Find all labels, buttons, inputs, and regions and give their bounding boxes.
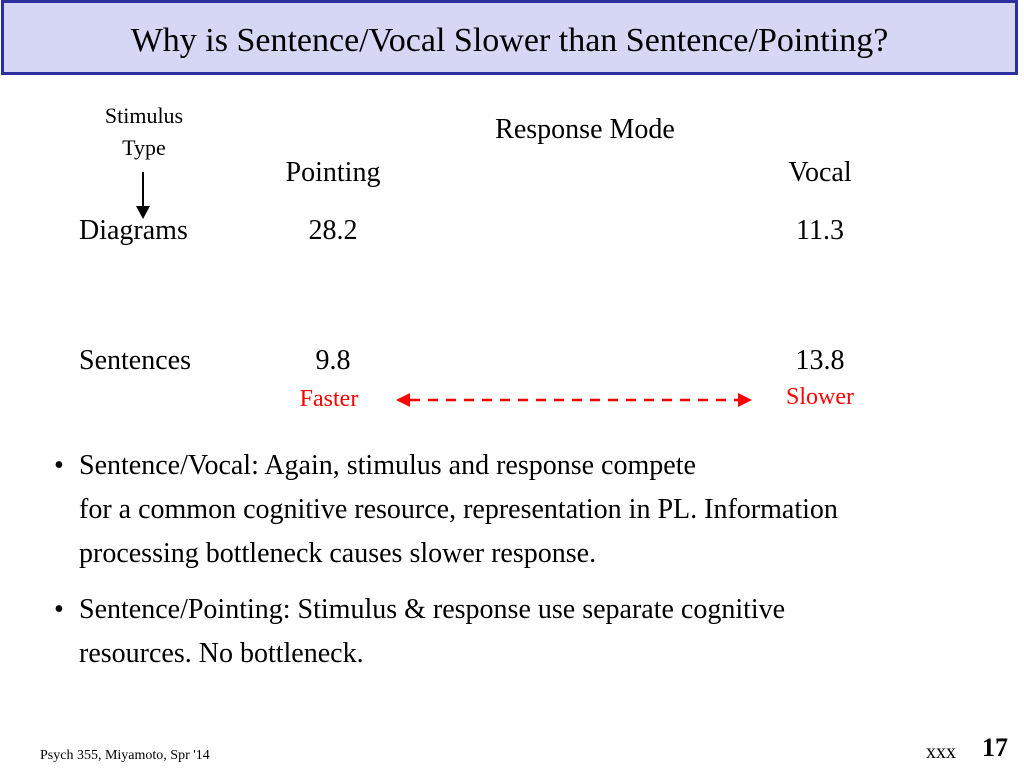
slide-title: Why is Sentence/Vocal Slower than Sentence/Pointing? [130, 22, 889, 59]
bullet-line: resources. No bottleneck. [79, 638, 364, 669]
cell-diagrams-vocal: 11.3 [796, 215, 844, 246]
bullet-glyph: • [54, 594, 64, 625]
title-bar [1, 0, 1018, 75]
bullet-item-sentence-vocal [54, 444, 974, 576]
cell-sentences-vocal: 13.8 [795, 345, 845, 376]
cell-diagrams-pointing: 28.2 [308, 215, 358, 246]
column-header-vocal: Vocal [788, 157, 852, 188]
stimulus-label-line2: Type [122, 135, 166, 160]
cell-sentences-pointing: 9.8 [315, 345, 351, 376]
page-number: 17 [982, 733, 1008, 762]
bullet-list [54, 444, 974, 688]
stimulus-type-label [88, 100, 200, 164]
bullet-glyph: • [54, 450, 64, 481]
column-header-pointing: Pointing [285, 157, 381, 188]
response-mode-header: Response Mode [495, 114, 675, 145]
stimulus-label-line1: Stimulus [104, 103, 184, 128]
double-arrow-icon [396, 390, 752, 410]
bullet-line: processing bottleneck causes slower response. [79, 538, 597, 569]
bullet-line: Sentence/Vocal: Again, stimulus and response compete [79, 450, 696, 481]
slower-annotation: Slower [786, 384, 854, 410]
row-label-diagrams: Diagrams [79, 215, 188, 246]
bullet-item-sentence-pointing [54, 588, 974, 676]
row-label-sentences: Sentences [79, 345, 191, 376]
bullet-line: Sentence/Pointing: Stimulus & response use separate cognitive [79, 594, 786, 625]
footer-course: Psych 355, Miyamoto, Spr '14 [40, 748, 210, 763]
faster-annotation: Faster [299, 386, 359, 412]
footer-mark: xxx [926, 741, 956, 763]
bullet-line: for a common cognitive resource, representation in PL. Information [79, 494, 838, 525]
down-arrow-icon [133, 172, 153, 220]
